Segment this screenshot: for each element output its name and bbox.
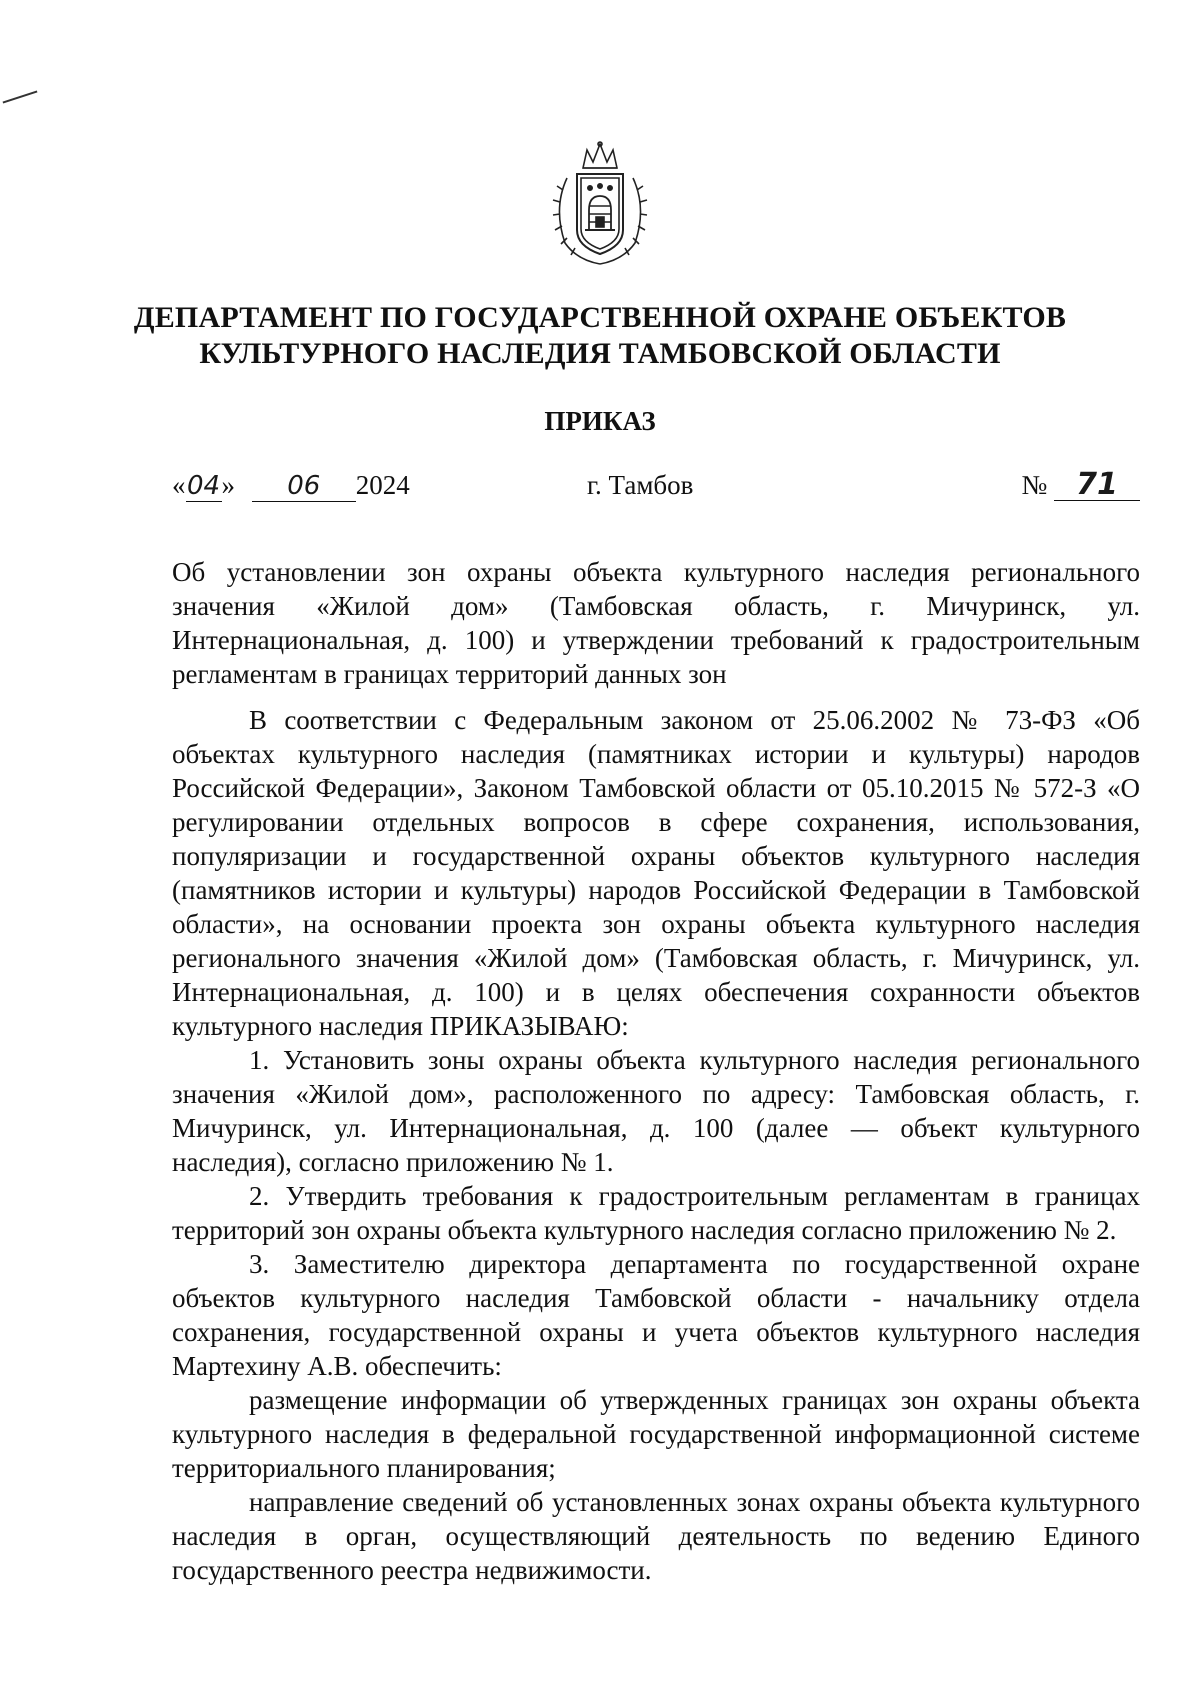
order-subject: Об установлении зон охраны объекта культурного наследия регионального значения «Жилой дом» (Тамбовская область, г. Мичуринск, ул. Интернациональная, д. 100) и утверждении требований к градостроительным регламентам в границах территорий данных зон xyxy=(172,557,1140,689)
date-day: 04 xyxy=(186,471,221,501)
department-heading xyxy=(0,300,1200,372)
order-date xyxy=(172,465,410,505)
number-value: 71 xyxy=(1054,470,1140,501)
department-line-1: ДЕПАРТАМЕНТ ПО ГОСУДАРСТВЕННОЙ ОХРАНЕ ОБЪЕКТОВ xyxy=(133,301,1067,334)
date-year: 2024 xyxy=(355,470,410,500)
body-paragraph: 2. Утвердить требования к градостроительным регламентам в границах территорий зон охраны объекта культурного наследия согласно приложению № 2. xyxy=(172,1181,1140,1245)
body-paragraph: 3. Заместителю директора департамента по государственной охране объектов культурного наследия Тамбовской области - начальнику отдела сохранения, государственной охраны и учета объектов культурного наследия Мартехину А.В. обеспечить: xyxy=(172,1249,1140,1381)
order-meta-row xyxy=(172,465,1140,505)
body-paragraph: направление сведений об установленных зонах охраны объекта культурного наследия в орган, осуществляющий деятельность по ведению Единого государственного реестра недвижимости. xyxy=(172,1487,1140,1585)
scan-artifact-mark xyxy=(3,90,38,103)
date-quote-open: « xyxy=(172,470,186,500)
body-paragraph: размещение информации об утвержденных границах зон охраны объекта культурного наследия в федеральной государственной информационной системе территориального планирования; xyxy=(172,1385,1140,1483)
department-line-2: КУЛЬТУРНОГО НАСЛЕДИЯ ТАМБОВСКОЙ ОБЛАСТИ xyxy=(199,337,1001,370)
document-type-title: ПРИКАЗ xyxy=(544,406,656,436)
body-paragraph: 1. Установить зоны охраны объекта культурного наследия регионального значения «Жилой дом», расположенного по адресу: Тамбовская область, г. Мичуринск, ул. Интернациональная, д. 100 (далее — объект культурного наследия), согласно приложению № 1. xyxy=(172,1045,1140,1177)
number-sign: № xyxy=(1021,470,1048,500)
date-quote-close: » xyxy=(221,470,235,500)
body-paragraph: В соответствии с Федеральным законом от 25.06.2002 № 73-ФЗ «Об объектах культурного наследия (памятниках истории и культуры) народов Российской Федерации», Законом Тамбовской области от 05.10.2015 № 572-З «О регулировании отдельных вопросов в сфере сохранения, использования, популяризации и государственной охраны объектов культурного наследия (памятников истории и культуры) народов Российской Федерации в Тамбовской области», на основании проекта зон охраны объекта культурного наследия регионального значения «Жилой дом» (Тамбовская область, г. Мичуринск, ул. Интернациональная, д. 100) и в целях обеспечения сохранности объектов культурного наследия ПРИКАЗЫВАЮ: xyxy=(172,705,1140,1041)
coat-of-arms-icon xyxy=(545,138,655,268)
date-month: 06 xyxy=(252,471,356,502)
order-city: г. Тамбов xyxy=(587,470,694,500)
order-body xyxy=(172,703,1140,1587)
order-number xyxy=(1021,465,1140,505)
